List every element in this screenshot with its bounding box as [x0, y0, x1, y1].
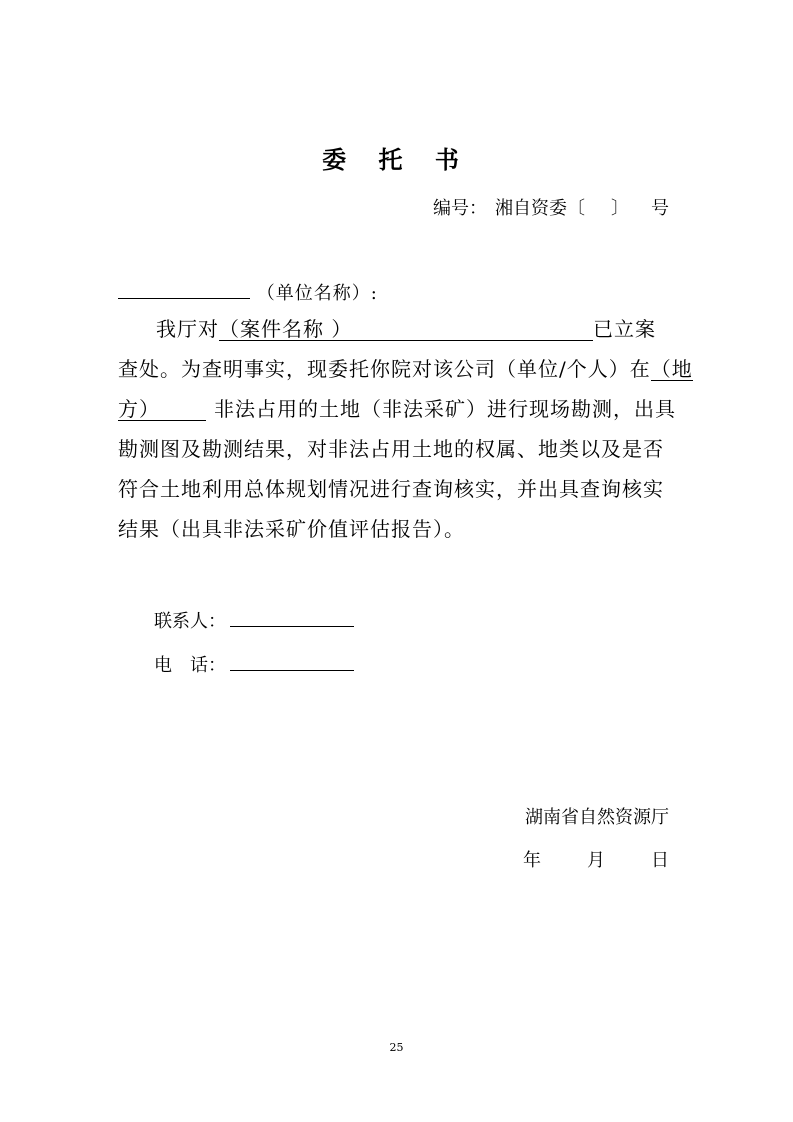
line2-lead: 我厅对 — [156, 317, 219, 341]
doc-number-close: 〕 — [611, 198, 629, 219]
document-title: 委 托 书 — [322, 145, 471, 174]
case-name-field[interactable] — [219, 318, 593, 341]
body-line-3 — [118, 355, 693, 383]
place-text-part1: （地 — [650, 357, 693, 381]
date-month: 月 — [587, 850, 605, 871]
date-day: 日 — [651, 850, 669, 871]
signature-date — [523, 848, 669, 874]
line3-lead: 查处。为查明事实，现委托你院对该公司（单位/个人）在 — [118, 357, 651, 381]
contact-phone-field[interactable] — [230, 648, 354, 671]
recipient-blank[interactable] — [118, 276, 250, 299]
issuer-name: 湖南省自然资源厅 — [525, 807, 669, 828]
recipient-unit-hint: （单位名称）: — [256, 283, 378, 304]
line4-tail: 非法占用的土地（非法采矿）进行现场勘测，出具 — [214, 397, 676, 421]
contact-phone-row — [154, 648, 354, 679]
doc-number-label: 编号： — [433, 198, 487, 219]
body-line-6: 符合土地利用总体规划情况进行查询核实，并出具查询核实 — [118, 477, 664, 501]
contact-person-row — [154, 604, 354, 635]
recipient-line — [118, 276, 378, 308]
line2-tail: 已立案 — [593, 317, 656, 341]
page-number: 25 — [389, 1041, 404, 1054]
body-line-7: 结果（出具非法采矿价值评估报告）。 — [118, 517, 465, 541]
document-number — [433, 197, 669, 221]
contact-person-label: 联系人： — [154, 611, 226, 632]
body-line-5: 勘测图及勘测结果，对非法占用土地的权属、地类以及是否 — [118, 437, 664, 461]
contact-person-field[interactable] — [230, 604, 354, 627]
doc-number-suffix: 号 — [651, 198, 669, 219]
doc-number-prefix: 湘自资委〔 — [495, 198, 585, 219]
place-field-part2[interactable] — [118, 398, 206, 421]
date-year: 年 — [523, 850, 541, 871]
body-line-2 — [156, 315, 656, 343]
body-line-4 — [118, 395, 676, 423]
place-text-part2: 方） — [118, 397, 160, 421]
case-name-text: （案件名称 ） — [219, 317, 353, 341]
contact-phone-label: 电 话： — [154, 655, 226, 676]
place-field-part1[interactable] — [651, 358, 693, 381]
